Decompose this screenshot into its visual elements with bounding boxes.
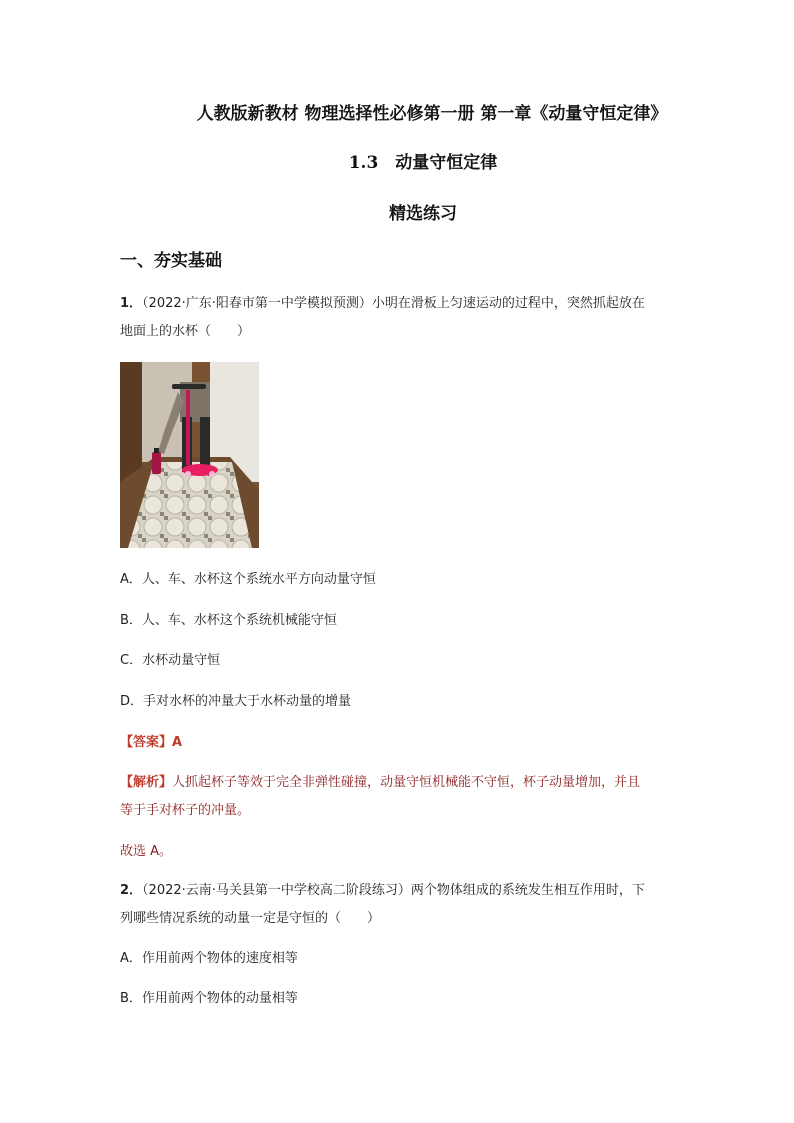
option-c: C．水杯动量守恒 — [120, 653, 221, 668]
question-number: 2． — [120, 883, 143, 898]
question-stem-line: （2022·广东·阳春市第一中学模拟预测）小明在滑板上匀速运动的过程中，突然抓起放在 — [142, 296, 645, 311]
document-title: 人教版新教材 物理选择性必修第一册 第一章《动量守恒定律》 — [196, 104, 668, 124]
question-stem-line: 列哪些情况系统的动量一定是守恒的（ ） — [120, 911, 381, 926]
option-b: B．作用前两个物体的动量相等 — [120, 991, 298, 1006]
analysis-line: 人抓起杯子等效于完全非弹性碰撞，动量守恒机械能不守恒，杯子动量增加，并且 — [172, 775, 641, 790]
question-stem-line: 地面上的水杯（ ） — [120, 324, 251, 339]
conclusion: 故选 A。 — [120, 844, 173, 859]
question-2-stem — [120, 877, 676, 933]
option-a: A．作用前两个物体的速度相等 — [120, 951, 298, 966]
answer-label: 【答案】 — [120, 735, 173, 750]
answer — [120, 729, 676, 757]
analysis-label: 【解析】 — [120, 775, 173, 790]
question-stem-line: （2022·云南·马关县第一中学校高二阶段练习）两个物体组成的系统发生相互作用时，下 — [142, 883, 645, 898]
question-number: 1． — [120, 296, 143, 311]
question-1-stem — [120, 290, 676, 346]
answer-value: A — [172, 735, 183, 750]
option-a: A．人、车、水杯这个系统水平方向动量守恒 — [120, 572, 376, 587]
lesson-title: 1.3 动量守恒定律 — [348, 153, 498, 173]
option-d: D．手对水杯的冲量大于水杯动量的增量 — [120, 694, 352, 709]
option-b: B．人、车、水杯这个系统机械能守恒 — [120, 613, 337, 628]
skateboard-photo — [120, 362, 259, 548]
analysis — [120, 769, 676, 825]
skateboard-photo-illustration — [120, 362, 259, 548]
exercise-subtitle: 精选练习 — [389, 204, 457, 224]
analysis-line: 等于手对杯子的冲量。 — [120, 803, 251, 818]
section-heading: 一、夯实基础 — [120, 251, 222, 271]
